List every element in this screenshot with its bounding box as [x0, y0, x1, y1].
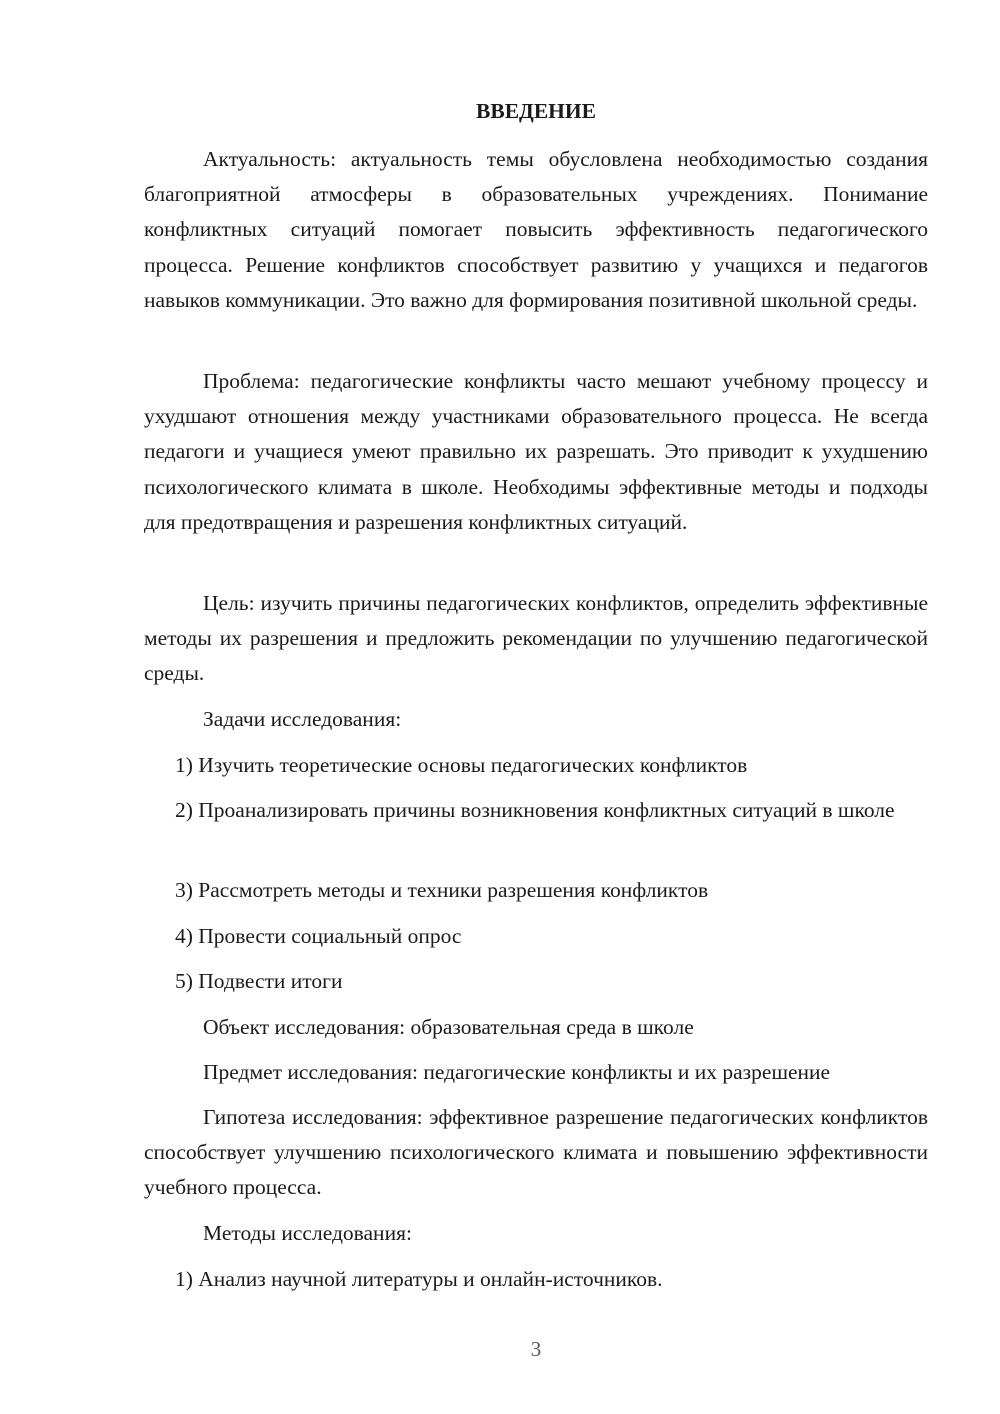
methods-title: Методы исследования:: [203, 1221, 412, 1245]
subject-line: Предмет исследования: педагогические конфликты и их разрешение: [203, 1060, 831, 1084]
task-item-1: 1) Изучить теоретические основы педагогических конфликтов: [175, 753, 748, 777]
problem-paragraph: Проблема: педагогические конфликты часто мешают учебному процессу и ухудшают отношения между участниками образовательного процесса. Не всегда педагоги и учащиеся умеют правильно их разрешать. Это приводит к ухудшению психологического климата в школе. Необходимы эффективные методы и подходы для предотвращения и разрешения конфликтных ситуаций.: [144, 369, 928, 534]
page-number: 3: [530, 1337, 542, 1361]
task-item-3: 3) Рассмотреть методы и техники разрешения конфликтов: [175, 878, 709, 902]
relevance-paragraph: Актуальность: актуальность темы обусловлена необходимостью создания благоприятной атмосферы в образовательных учреждениях. Понимание конфликтных ситуаций помогает повысить эффективность педагогического процесса. Решение конфликтов способствует развитию у учащихся и педагогов навыков коммуникации. Это важно для формирования позитивной школьной среды.: [144, 147, 928, 312]
object-line: Объект исследования: образовательная среда в школе: [203, 1015, 694, 1039]
task-item-2: 2) Проанализировать причины возникновения конфликтных ситуаций в школе: [175, 798, 895, 822]
method-item-1: 1) Анализ научной литературы и онлайн-источников.: [175, 1267, 663, 1291]
task-item-4: 4) Провести социальный опрос: [175, 924, 462, 948]
tasks-title: Задачи исследования:: [203, 707, 402, 731]
hypothesis-paragraph: Гипотеза исследования: эффективное разрешение педагогических конфликтов способствует улучшению психологического климата и повышению эффективности учебного процесса.: [144, 1105, 928, 1200]
goal-paragraph: Цель: изучить причины педагогических конфликтов, определить эффективные методы их разрешения и предложить рекомендации по улучшению педагогической среды.: [144, 591, 928, 686]
task-item-5: 5) Подвести итоги: [175, 969, 343, 993]
section-heading: ВВЕДЕНИЕ: [476, 99, 596, 123]
